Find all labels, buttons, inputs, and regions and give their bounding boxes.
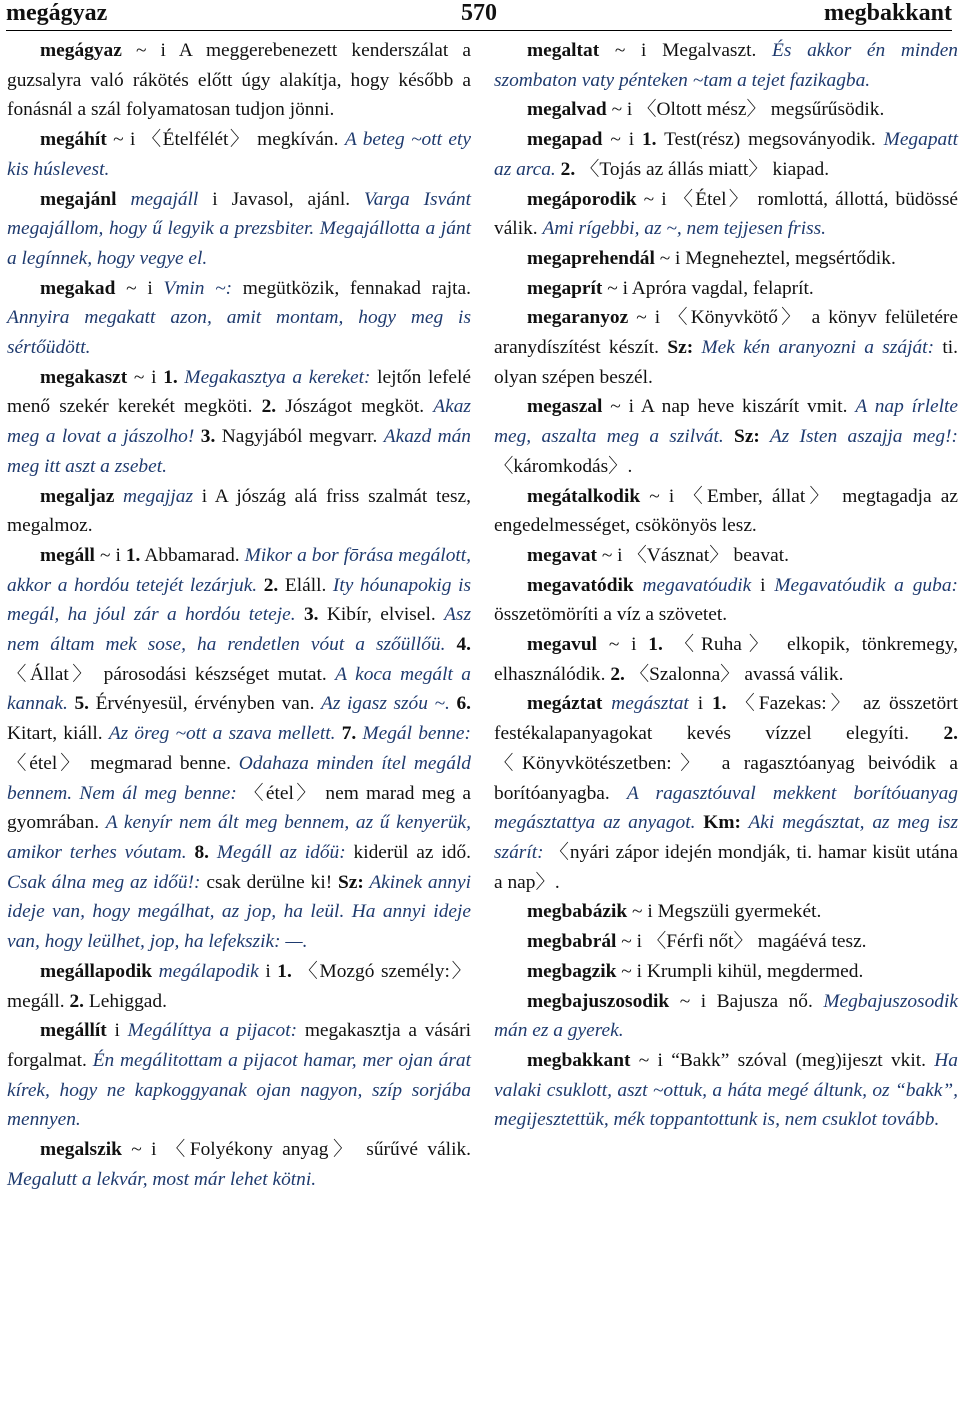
headword: megapad (527, 129, 603, 151)
definition-text: 〈Állat〉 párosodási készséget mutat. (7, 663, 336, 685)
example-italic: Ha valaki csuklott, aszt ~ottuk, a háta megé áltunk, oz “bakk”, megijesztettük, mék toppantottunk is, nem csuklot tovább. (494, 1049, 958, 1131)
definition-text: i (106, 1020, 128, 1042)
sense-number: 4. (456, 634, 471, 656)
headword: megáhít (40, 129, 107, 151)
headword: megaszal (527, 396, 603, 418)
example-italic: Megál benne: (356, 723, 471, 745)
definition-text: Eláll. (278, 574, 333, 596)
definition-text: ~ i (115, 277, 164, 299)
sense-number: 2. (69, 990, 85, 1012)
headword: megalszik (40, 1139, 122, 1161)
example-italic: Ity hóunapokig is megál, ha jóul zár a hordóu teteje. (7, 574, 472, 626)
headword: megáztat (527, 693, 603, 715)
dictionary-entry (494, 571, 958, 630)
left-column (7, 36, 471, 1194)
dictionary-entry (494, 392, 958, 481)
example-italic: Az öreg ~ott a szava mellett. (108, 723, 336, 745)
headword: megbagzik (527, 960, 617, 982)
definition-text: ~ i 〈Ember, állat〉 megtagadja az engedelmességet, csökönyös lesz. (494, 485, 958, 537)
example-italic: megajjaz (114, 485, 194, 507)
example-italic: Megbajuszosodik mán ez a gyerek. (494, 990, 958, 1042)
sense-number: 3. (303, 604, 319, 626)
definition-text: összetömöríti a víz a szövetet. (494, 604, 728, 626)
headword: megállapodik (40, 960, 153, 982)
sense-number: 1. (163, 366, 178, 388)
dictionary-entry (494, 689, 958, 897)
definition-text: Érvényesül, érvényben van. (88, 693, 322, 715)
example-italic: Mek kén aranyozni a száját: (693, 337, 935, 359)
headword: megbakkant (527, 1049, 631, 1071)
definition-text: 〈étel〉 nem marad meg a gyomrában. (7, 782, 471, 834)
example-italic: megálapodik (152, 960, 259, 982)
definition-text: ~ i 〈Folyékony anyag〉 sűrűvé válik. (121, 1139, 471, 1161)
dictionary-entry (494, 125, 958, 184)
dictionary-entry (494, 244, 958, 274)
sense-number: 8. (194, 841, 210, 863)
example-italic: Csak álna meg az időü!: (7, 871, 201, 893)
dictionary-entry (494, 630, 958, 689)
sense-number: Sz: (734, 426, 760, 448)
headword: megajánl (40, 188, 117, 210)
definition-text: i (258, 960, 278, 982)
example-italic: A beteg ~ott ety kis húslevest. (7, 129, 471, 180)
definition-text (724, 426, 734, 447)
example-italic: Megakasztya a kereket: (177, 366, 371, 388)
headword: megáporodik (527, 188, 637, 210)
headword: megáll (40, 544, 95, 566)
example-italic: Megavatóudik a guba: (774, 574, 958, 596)
example-italic: Megalutt a lekvár, most már lehet kötni. (7, 1168, 317, 1190)
headword: megavat (527, 544, 597, 566)
headword: megalvad (527, 99, 607, 121)
definition-text: 〈Szalonna〉 avassá válik. (624, 663, 844, 685)
definition-text (296, 604, 304, 625)
definition-text: Lehiggad. (84, 990, 167, 1012)
definition-text: ~ i (127, 366, 164, 388)
example-italic: Ami rígebbi, az ~, nem tejjesen friss. (542, 218, 827, 240)
header-first-headword: megágyaz (6, 0, 108, 26)
sense-number: Km: (703, 812, 741, 834)
definition-text: i (751, 574, 775, 596)
headword: megágyaz (40, 40, 122, 61)
headword: megavatódik (527, 574, 634, 596)
sense-number: 5. (74, 693, 89, 715)
dictionary-entry (494, 482, 958, 541)
example-italic: És akkor én minden szombaton vaty pénteken ~tam a tejet fazikagba. (494, 40, 959, 91)
definition-text: 〈étel〉 megmarad benne. (7, 752, 239, 774)
sense-number: 1. (125, 544, 141, 566)
example-italic: Varga Isvánt megajállom, hogy ű legyik a prezsbiter. Megajállotta a jánt a legínnek, hogy vegye el. (7, 188, 471, 269)
headword: megaljaz (40, 485, 115, 507)
dictionary-entry (494, 303, 958, 392)
sense-number: 7. (341, 723, 357, 745)
example-italic: Megálíttya a pijacot: (127, 1020, 298, 1042)
headword: megaprít (527, 277, 603, 299)
definition-text: Test(rész) megsoványodik. (656, 129, 884, 151)
sense-number: 2. (560, 158, 576, 180)
sense-number: 3. (200, 426, 216, 448)
headword: megaranyoz (527, 307, 629, 329)
dictionary-entry (7, 185, 471, 274)
definition-text: Jószágot megköt. (276, 396, 434, 418)
dictionary-entry (494, 927, 958, 957)
sense-number: Sz: (338, 871, 364, 893)
dictionary-entry (494, 897, 958, 927)
sense-number: 2. (943, 723, 958, 745)
definition-text: ~ i A meggerebenezett kenderszálat a guzsalyra való rákötés előtt úgy alakítja, hogy később a fonásnál a szál folyamatosan tudjon jönni. (7, 40, 471, 121)
headword: megaprehendál (527, 247, 655, 269)
dictionary-entry (7, 1135, 471, 1194)
dictionary-entry (7, 541, 471, 957)
right-column (494, 36, 958, 1135)
definition-text: ~ i (94, 544, 126, 566)
example-italic: megásztat (602, 693, 689, 715)
example-italic: Annyira megakatt azon, amit montam, hogy meg is sértőüdött. (7, 307, 471, 359)
example-italic: Mikor a bor fōrása megálott, akkor a hordóu tetejét lezárjuk. (7, 544, 472, 596)
definition-text: Nagyjából megvarr. (215, 426, 384, 448)
definition-text: Abbamarad. (140, 544, 245, 566)
example-italic: Én megálitottam a pijacot hamar, mer ojan árat kírek, hogy ne kapkoggyanak ojan nagyon, szíp sorjába mennyen. (7, 1049, 471, 1131)
example-italic: Megáll az időü: (209, 841, 346, 863)
sense-number: 2. (610, 663, 625, 685)
dictionary-entry (7, 36, 471, 125)
definition-text: 〈nyári zápor idején mondják, ti. hamar kisüt utána a nap〉. (494, 841, 958, 893)
definition-text: ~ i (597, 634, 649, 656)
sense-number: 2. (261, 396, 277, 418)
definition-text: i A jószág alá friss szalmát tesz, megalmoz. (7, 485, 471, 537)
definition-text: 〈Könyvkötészetben:〉 a ragasztóanyag beivódik a borítóanyagba. (494, 752, 958, 804)
headword: megavul (527, 634, 598, 656)
headword: megbabrál (527, 931, 617, 953)
definition-text: ~ i “Bakk” szóval (meg)ijeszt vkit. (630, 1049, 935, 1071)
headword: megátalkodik (527, 485, 641, 507)
sense-number: 2. (263, 574, 279, 596)
definition-text: ~ i Bajusza nő. (669, 990, 824, 1012)
example-italic: Megapatt az arca. (494, 129, 958, 180)
dictionary-entry (7, 125, 471, 184)
dictionary-entry (494, 95, 958, 125)
running-header (6, 0, 952, 31)
header-last-headword: megbakkant (823, 0, 952, 26)
definition-text: megakasztja a vásári forgalmat. (7, 1020, 471, 1071)
example-italic: megavatóudik (633, 574, 752, 596)
definition-text: 〈káromkodás〉. (494, 455, 633, 477)
example-italic: Aki megásztat, az meg isz szárít: (494, 812, 958, 863)
example-italic: Odahaza minden ítel megáld bennem. Nem ál meg benne: (7, 752, 471, 804)
definition-text: ~ i (602, 129, 642, 151)
sense-number: Sz: (667, 337, 694, 359)
definition-text: ~ i Apróra vagdal, felaprít. (602, 277, 814, 299)
dictionary-entry (7, 274, 471, 363)
dictionary-entry (494, 541, 958, 571)
definition-text: ~ i 〈Oltott mész〉 megsűrűsödik. (606, 99, 885, 121)
dictionary-entry (7, 957, 471, 1016)
sense-number: 6. (456, 693, 471, 715)
example-italic: A kenyír nem ált meg bennem, az ű kenyerük, amikor terhes vóutam. (7, 812, 471, 863)
definition-text: kiderül az idő. (345, 841, 471, 863)
dictionary-entry (494, 274, 958, 304)
sense-number: 1. (277, 960, 292, 982)
definition-text: ~ i Megalvaszt. (599, 40, 773, 61)
example-italic: Vmin ~: (163, 277, 233, 299)
definition-text: ~ i Krumpli kihül, megdermed. (616, 960, 864, 982)
definition-text: csak derülne ki! (200, 871, 338, 893)
definition-text: ~ i Megszüli gyermekét. (627, 901, 822, 923)
definition-text: ti. olyan szépen beszél. (494, 337, 958, 388)
example-italic: Akinek annyi ideje van, hogy megálhat, az jop, ha leül. Ha annyi ideje van, hogy leülhet, jop, ha lefekszik: —. (7, 871, 471, 953)
definition-text: Kibír, elvisel. (318, 604, 445, 626)
definition-text: ~ i 〈Vásznat〉 beavat. (597, 544, 789, 566)
example-italic: Akazd mán meg itt aszt a zsebet. (7, 426, 471, 477)
definition-text: ~ i A nap heve kiszárít vmit. (602, 396, 856, 418)
definition-text (257, 575, 264, 596)
sense-number: 1. (711, 693, 727, 715)
definition-text: 〈Tojás az állás miatt〉 kiapad. (575, 158, 830, 180)
headword: megakaszt (40, 366, 128, 388)
headword: megaltat (527, 40, 600, 61)
definition-text: ~ i 〈Férfi nőt〉 magáévá tesz. (616, 931, 867, 953)
example-italic: A ragasztóuval mekkent borítóuanyag megásztattya az anyagot. (494, 782, 958, 834)
page-number: 570 (461, 0, 497, 26)
definition-text: 〈Mozgó személy:〉 megáll. (7, 960, 471, 1012)
example-italic: Az igasz szóu ~. (321, 693, 450, 715)
definition-text: megütközik, fennakad rajta. (232, 277, 471, 299)
definition-text: ~ i 〈Könyvkötő〉 a könyv felületére aranydíszítést készít. (494, 307, 958, 359)
dictionary-entry (494, 185, 958, 244)
definition-text: i (688, 693, 712, 715)
definition-text: Kitart, kiáll. (7, 723, 109, 745)
example-italic: Asz nem áltam mek sose, ha rendetlen vóut a szőüllőü. (7, 604, 471, 656)
definition-text: 〈Ruha〉 elkopik, tönkremegy, elhasználódik. (494, 634, 958, 685)
sense-number: 1. (648, 634, 663, 656)
headword: megbabázik (527, 901, 628, 923)
headword: megbajuszosodik (527, 990, 670, 1012)
definition-text: ~ i 〈Ételfélét〉 megkíván. (106, 129, 345, 151)
dictionary-entry (494, 987, 958, 1046)
definition-text: i Javasol, ajánl. (198, 188, 365, 210)
dictionary-entry (494, 957, 958, 987)
example-italic: A nap írlelte meg, aszalta meg a szilvát. (494, 396, 958, 448)
headword: megállít (40, 1020, 107, 1042)
dictionary-entry (7, 1016, 471, 1135)
definition-text (445, 634, 456, 655)
example-italic: Akaz meg a lovat a jászolho! (7, 396, 471, 448)
dictionary-entry (7, 363, 471, 482)
example-italic: megajáll (116, 188, 199, 210)
definition-text: lejtőn lefelé menő szekér kerekét megköti. (7, 366, 471, 418)
definition-text: ~ i 〈Étel〉 romlottá, állottá, büdössé válik. (494, 188, 958, 240)
dictionary-entry (7, 482, 471, 541)
definition-text: 〈Fazekas:〉 az összetört festékalapanyagokat kevés vízzel elegyíti. (494, 693, 958, 745)
dictionary-entry (494, 1046, 958, 1135)
sense-number: 1. (641, 129, 657, 151)
headword: megakad (40, 277, 116, 299)
definition-text: ~ i Megneheztel, megsértődik. (654, 247, 896, 269)
dictionary-entry (494, 36, 958, 95)
example-italic: Az Isten aszajja meg!: (759, 426, 958, 448)
example-italic: A koca megált a kannak. (7, 663, 471, 715)
